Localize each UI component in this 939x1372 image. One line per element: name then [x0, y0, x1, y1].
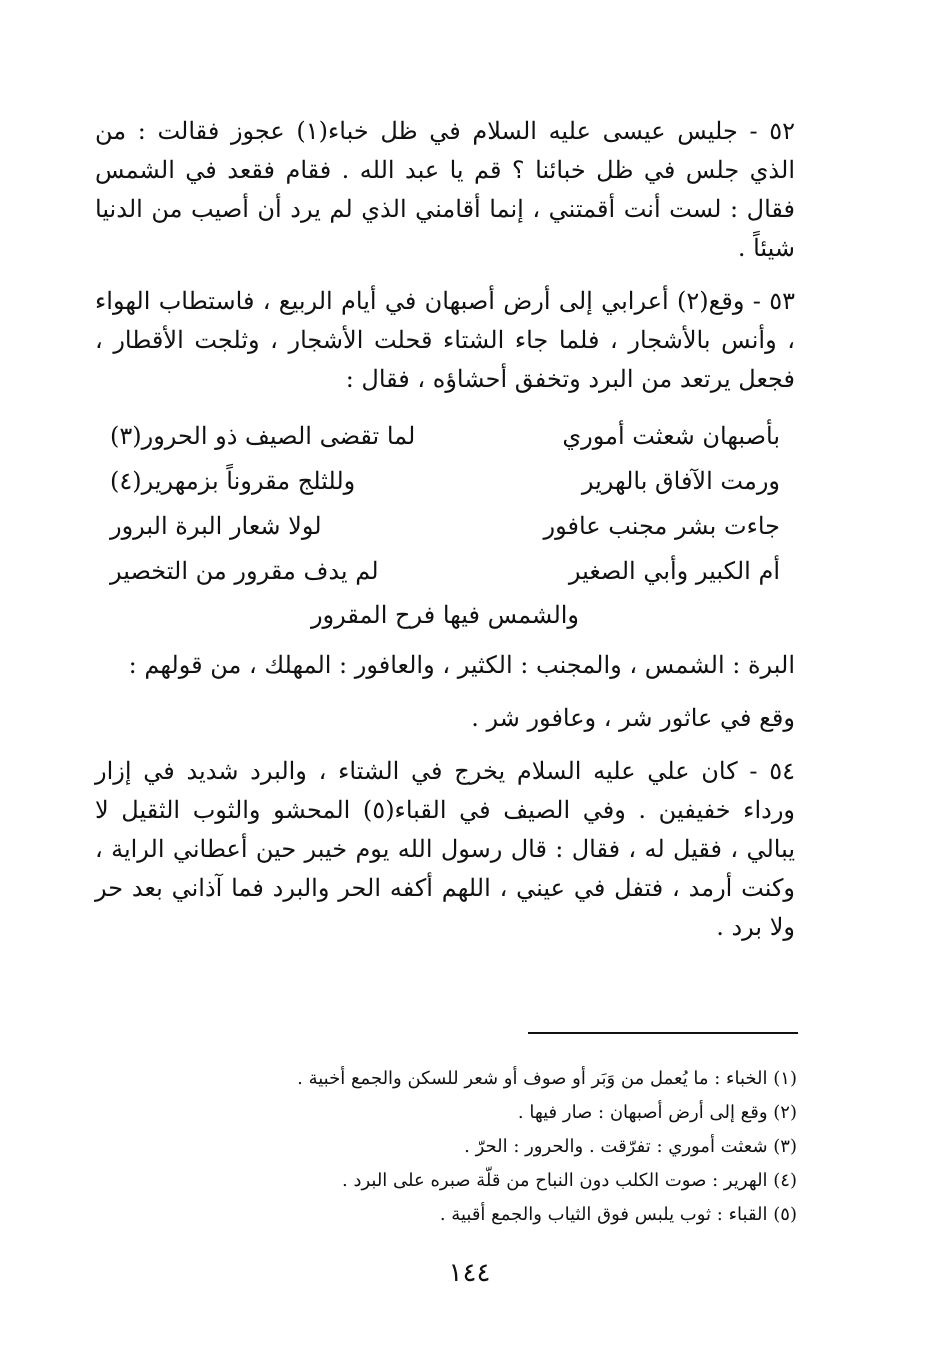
verse-line [110, 548, 780, 593]
paragraph-54: ٥٤ - كان علي عليه السلام يخرج في الشتاء ، والبرد شديد في إزار ورداء خفيفين . وفي الصيف في القباء(٥) المحشو والثوب الثقيل لا يبالي ، فقيل له ، فقال : قال رسول الله يوم خيبر حين أعطاني الراية ، وكنت أرمد ، فتفل في عيني ، اللهم أكفه الحر والبرد فما آذاني بعد حر ولا برد . [95, 757, 795, 941]
footnote-5: (٥) القباء : ثوب يلبس فوق الثياب والجمع أقبية . [439, 1204, 797, 1225]
verse-final-line: والشمس فيها فرح المقرور [310, 601, 580, 629]
footnote-3: (٣) شعثت أموري : تفرّقت . والحرور : الحرّ . [464, 1136, 797, 1157]
verse-first-hemistich: ورمت الآفاق بالهرير [581, 466, 780, 495]
saying-paragraph: وقع في عاثور شر ، وعافور شر . [471, 704, 795, 732]
paragraph-53: ٥٣ - وقع(٢) أعرابي إلى أرض أصبهان في أيام الربيع ، فاستطاب الهواء ، وأنس بالأشجار ، فلما جاء الشتاء قحلت الأشجار ، وثلجت الأقطار ، فجعل يرتعد من البرد وتخفق أحشاؤه ، فقال : [95, 287, 795, 393]
footnote-divider [528, 1032, 798, 1034]
verse-second-hemistich: وللثلج مقروناً بزمهرير(٤) [110, 466, 356, 495]
verse-line [110, 413, 780, 458]
verse-line [110, 458, 780, 503]
footnote-4: (٤) الهرير : صوت الكلب دون النباح من قلّة صبره على البرد . [342, 1170, 797, 1191]
verse-first-hemistich: أم الكبير وأبي الصغير [568, 556, 780, 585]
page-number: ١٤٤ [448, 1258, 491, 1288]
verse-first-hemistich: بأصبهان شعثت أموري [562, 421, 780, 450]
verse-second-hemistich: لم يدف مقرور من التخصير [110, 556, 379, 585]
paragraph-52: ٥٢ - جليس عيسى عليه السلام في ظل خباء(١) عجوز فقالت : من الذي جلس في ظل خبائنا ؟ قم يا عبد الله . فقام فقعد في الشمس فقال : لست أنت أقمتني ، إنما أقامني الذي لم يرد أن أصيب من الدنيا شيئاً . [95, 117, 795, 262]
poem [110, 413, 780, 638]
verse-second-hemistich: لولا شعار البرة البرور [110, 511, 322, 540]
verse-line [110, 503, 780, 548]
footnote-2: (٢) وقع إلى أرض أصبهان : صار فيها . [517, 1102, 797, 1123]
footnotes [177, 1062, 797, 1232]
gloss-paragraph: البرة : الشمس ، والمجنب : الكثير ، والعافور : المهلك ، من قولهم : [128, 651, 795, 679]
verse-first-hemistich: جاءت بشر مجنب عافور [543, 511, 780, 540]
page-body [95, 112, 795, 961]
footnote-1: (١) الخباء : ما يُعمل من وَبَر أو صوف أو شعر للسكن والجمع أخبية . [297, 1068, 797, 1089]
verse-second-hemistich: لما تقضى الصيف ذو الحرور(٣) [110, 421, 416, 450]
